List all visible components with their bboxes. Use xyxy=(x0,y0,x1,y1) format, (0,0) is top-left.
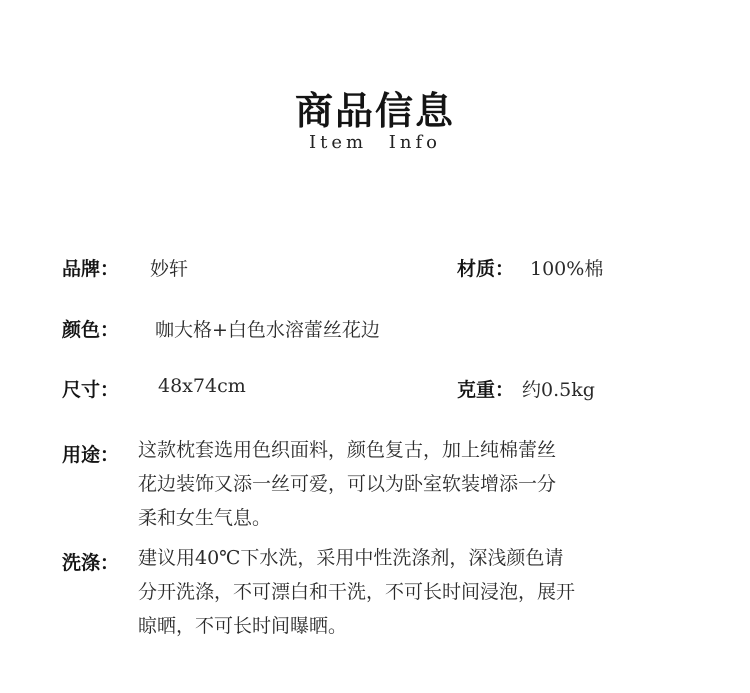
brand-label: 品牌： xyxy=(62,258,120,280)
usage-label: 用途： xyxy=(62,444,120,466)
size-value: 48x74cm xyxy=(158,375,246,397)
color-label: 颜色： xyxy=(62,319,120,341)
page-title: 商品信息 xyxy=(294,89,455,133)
washing-line: 建议用40℃下水洗，采用中性洗涤剂，深浅颜色请 xyxy=(138,547,564,569)
weight-label: 克重： xyxy=(457,379,515,401)
washing-line: 分开洗涤，不可漂白和干洗，不可长时间浸泡，展开 xyxy=(138,581,576,603)
washing-text xyxy=(138,541,678,643)
brand-value: 妙轩 xyxy=(150,258,189,280)
usage-line: 柔和女生气息。 xyxy=(138,507,272,529)
material-value: 100%棉 xyxy=(530,258,604,280)
color-value: 咖大格+白色水溶蕾丝花边 xyxy=(155,319,380,341)
usage-text xyxy=(138,433,678,535)
washing-line: 晾晒，不可长时间曝晒。 xyxy=(138,615,348,637)
weight-value: 约0.5kg xyxy=(522,379,595,401)
page-subtitle: Item Info xyxy=(309,132,441,153)
washing-label: 洗涤： xyxy=(62,552,120,574)
usage-line: 花边装饰又添一丝可爱，可以为卧室软装增添一分 xyxy=(138,473,557,495)
size-label: 尺寸： xyxy=(62,379,120,401)
material-label: 材质： xyxy=(457,258,515,280)
usage-line: 这款枕套选用色织面料，颜色复古，加上纯棉蕾丝 xyxy=(138,439,557,461)
